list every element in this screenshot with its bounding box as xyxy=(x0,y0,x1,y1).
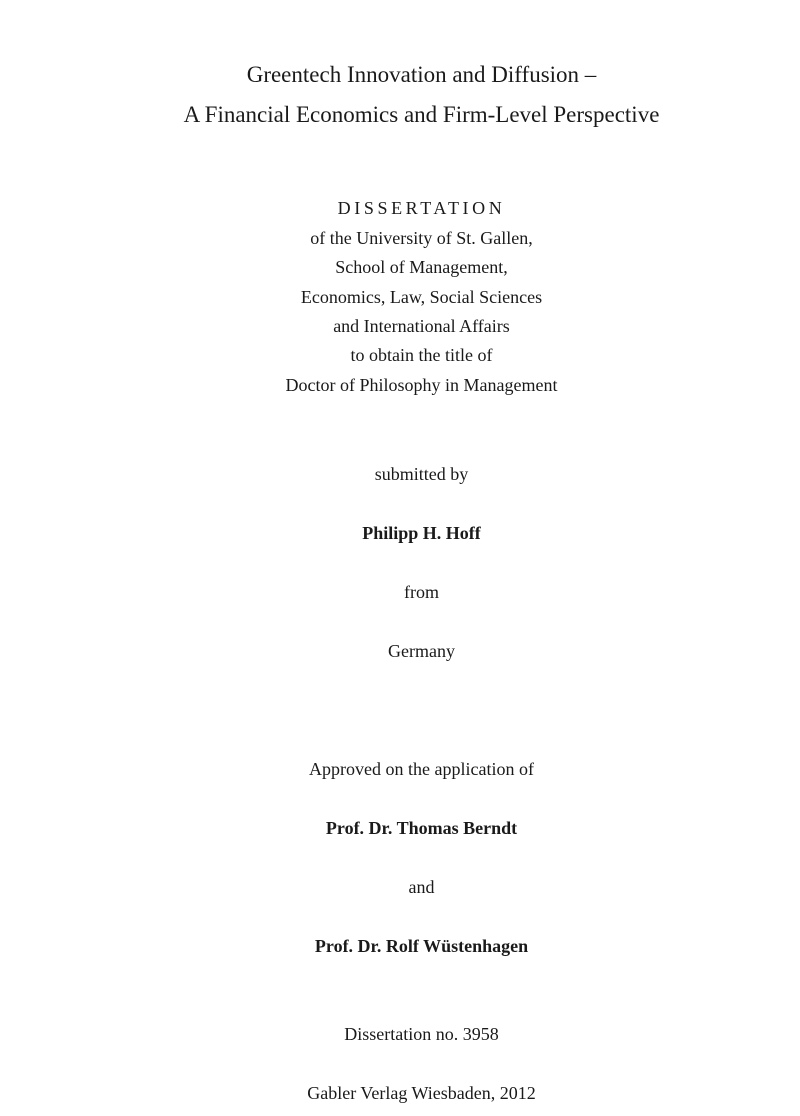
university-line: of the University of St. Gallen, xyxy=(310,228,533,248)
referee-2-name: Prof. Dr. Rolf Wüstenhagen xyxy=(314,936,529,956)
title-line-2: A Financial Economics and Firm-Level Perspective xyxy=(183,102,660,127)
author-name: Philipp H. Hoff xyxy=(362,523,481,543)
affairs-line: and International Affairs xyxy=(333,316,510,336)
referee-1-name: Prof. Dr. Thomas Berndt xyxy=(325,818,518,838)
submitted-by-label: submitted by xyxy=(374,464,469,484)
approval-text: Approved on the application of xyxy=(309,759,534,779)
publisher-line: Gabler Verlag Wiesbaden, 2012 xyxy=(307,1083,536,1103)
and-label: and xyxy=(408,877,435,897)
faculties-line: Economics, Law, Social Sciences xyxy=(300,287,543,307)
school-line: School of Management, xyxy=(335,257,508,277)
dissertation-number: Dissertation no. 3958 xyxy=(344,1024,499,1044)
degree-line: Doctor of Philosophy in Management xyxy=(285,375,558,395)
dissertation-heading: DISSERTATION xyxy=(337,198,506,218)
purpose-line: to obtain the title of xyxy=(350,345,493,365)
author-country: Germany xyxy=(388,641,455,661)
title-line-1: Greentech Innovation and Diffusion – xyxy=(246,62,597,87)
from-label: from xyxy=(404,582,439,602)
